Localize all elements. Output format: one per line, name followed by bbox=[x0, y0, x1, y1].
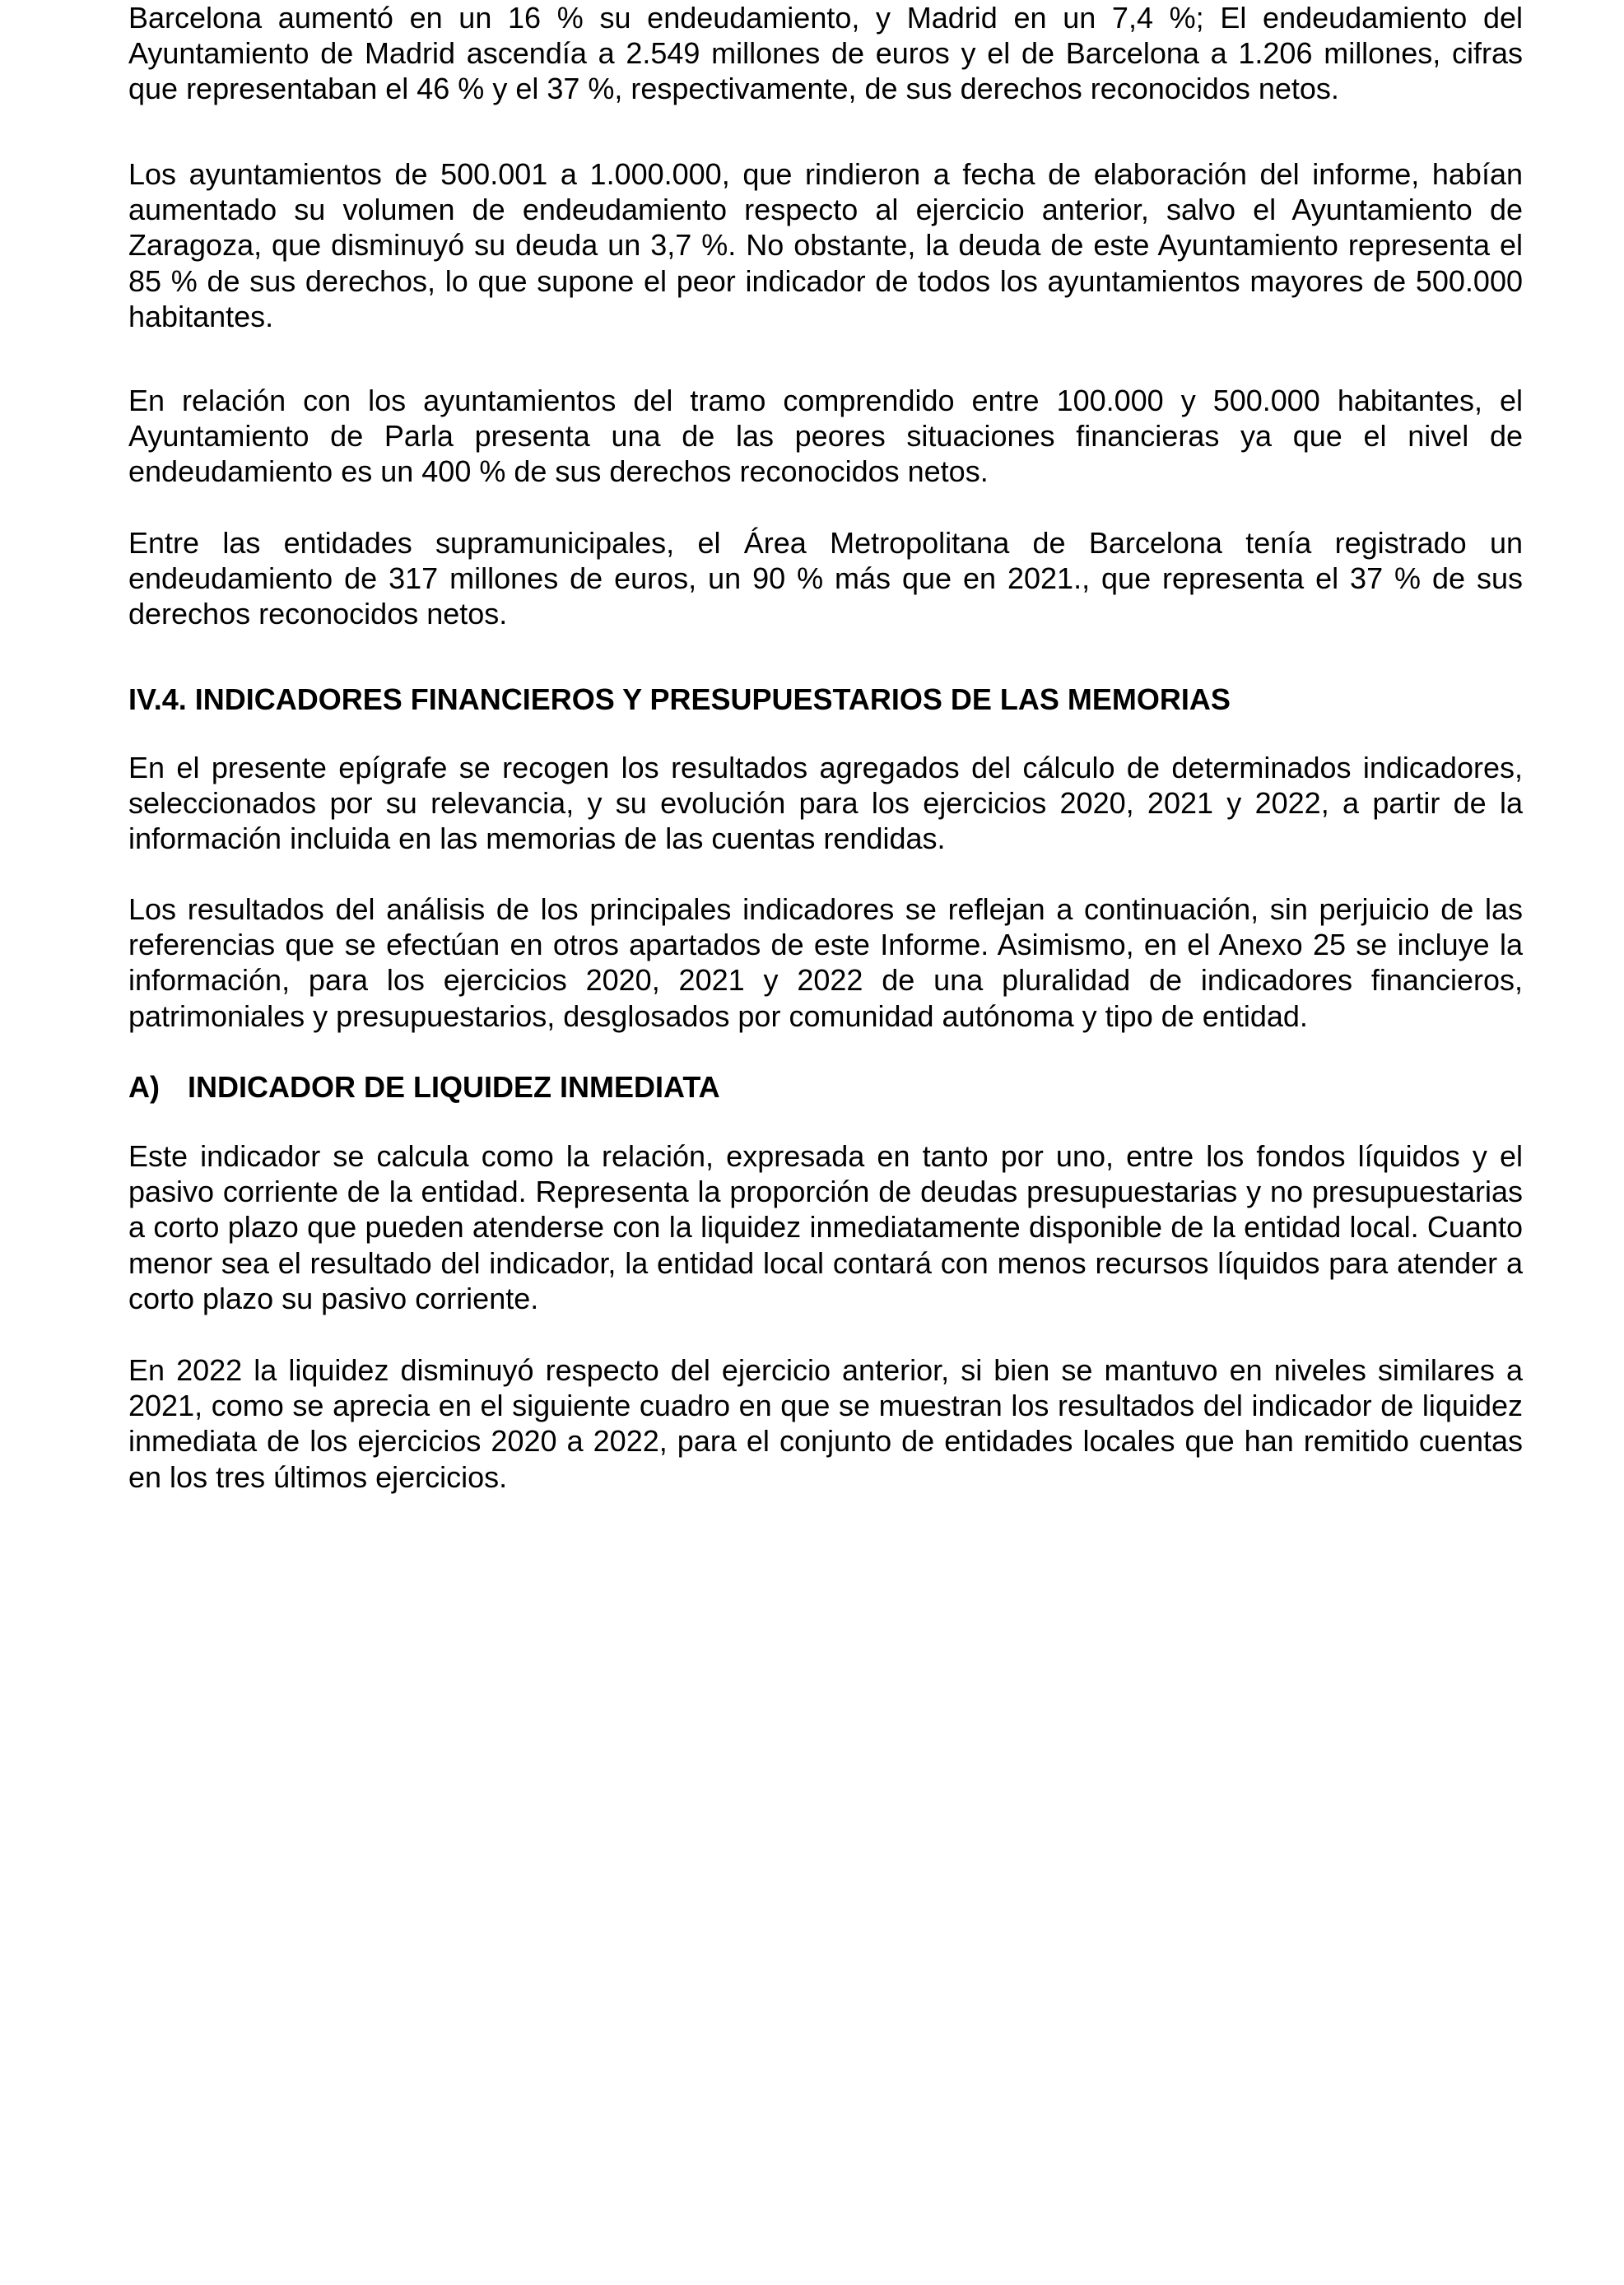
section-title: INDICADOR DE LIQUIDEZ INMEDIATA bbox=[188, 1070, 720, 1104]
paragraph-debt-large-municipalities: Los ayuntamientos de 500.001 a 1.000.000, que rindieron a fecha de elaboración del informe, habían aumentado su volumen de endeudamiento respecto al ejercicio anterior, salvo el Ayuntamiento de Zaragoza, que disminuyó su deuda un 3,7 %. No obstante, la deuda de este Ayuntamiento representa el 85 % de sus derechos, lo que supone el peor indicador de todos los ayuntamientos mayores de 500.000 habitantes. bbox=[128, 157, 1523, 333]
paragraph-indicators-annex: Los resultados del análisis de los principales indicadores se reflejan a continuación, sin perjuicio de las referencias que se efectúan en otros apartados de este Informe. Asimismo, en el Anexo 25 se incluye la información, para los ejercicios 2020, 2021 y 2022 de una pluralidad de indicadores financieros, patrimoniales y presupuestarios, desglosados por comunidad autónoma y tipo de entidad. bbox=[128, 892, 1523, 1033]
section-heading-liquidez bbox=[128, 1069, 1523, 1105]
section-heading-iv4: IV.4. INDICADORES FINANCIEROS Y PRESUPUESTARIOS DE LAS MEMORIAS bbox=[128, 682, 1231, 716]
paragraph-debt-parla: En relación con los ayuntamientos del tramo comprendido entre 100.000 y 500.000 habitantes, el Ayuntamiento de Parla presenta una de las peores situaciones financieras ya que el nivel de endeudamiento es un 400 % de sus derechos reconocidos netos. bbox=[128, 384, 1523, 489]
paragraph-liquidez-definition: Este indicador se calcula como la relación, expresada en tanto por uno, entre los fondos líquidos y el pasivo corriente de la entidad. Representa la proporción de deudas presupuestarias y no presupuestarias a corto plazo que pueden atenderse con la liquidez inmediatamente disponible de la entidad local. Cuanto menor sea el resultado del indicador, la entidad local contará con menos recursos líquidos para atender a corto plazo su pasivo corriente. bbox=[128, 1139, 1523, 1315]
paragraph-liquidez-2022: En 2022 la liquidez disminuyó respecto del ejercicio anterior, si bien se mantuvo en niveles similares a 2021, como se aprecia en el siguiente cuadro en que se muestran los resultados del indicador de liquidez inmediata de los ejercicios 2020 a 2022, para el conjunto de entidades locales que han remitido cuentas en los tres últimos ejercicios. bbox=[128, 1353, 1523, 1494]
paragraph-debt-amb: Entre las entidades supramunicipales, el Área Metropolitana de Barcelona tenía registrado un endeudamiento de 317 millones de euros, un 90 % más que en 2021., que representa el 37 % de sus derechos reconocidos netos. bbox=[128, 526, 1523, 631]
section-letter: A) bbox=[128, 1070, 160, 1104]
paragraph-debt-madrid-barcelona: Barcelona aumentó en un 16 % su endeudamiento, y Madrid en un 7,4 %; El endeudamiento del Ayuntamiento de Madrid ascendía a 2.549 millones de euros y el de Barcelona a 1.206 millones, cifras que representaban el 46 % y el 37 %, respectivamente, de sus derechos reconocidos netos. bbox=[128, 1, 1523, 106]
paragraph-indicators-intro: En el presente epígrafe se recogen los resultados agregados del cálculo de determinados indicadores, seleccionados por su relevancia, y su evolución para los ejercicios 2020, 2021 y 2022, a partir de la información incluida en las memorias de las cuentas rendidas. bbox=[128, 751, 1523, 856]
